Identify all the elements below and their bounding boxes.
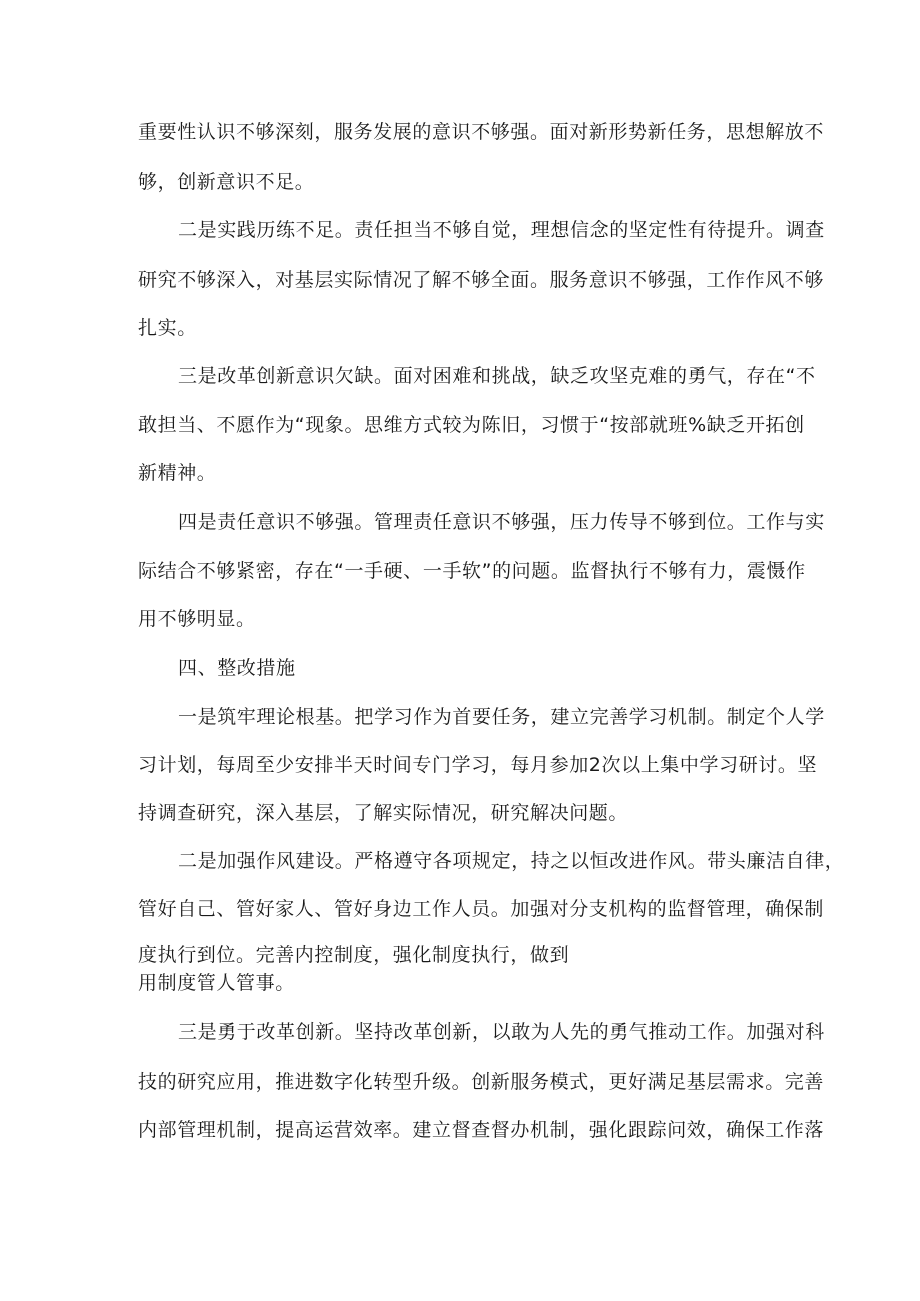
text-line: 技的研究应用，推进数字化转型升级。创新服务模式，更好满足基层需求。完善 — [138, 1071, 825, 1093]
text-line: 度执行到位。完善内控制度，强化制度执行，做到 — [138, 944, 570, 966]
text-line: 际结合不够紧密，存在“一手硬、一手软”的问题。监督执行不够有力，震慑作 — [138, 560, 806, 582]
paragraph-line: 四是责任意识不够强。管理责任意识不够强，压力传导不够到位。工作与实 — [178, 511, 825, 533]
text-line: 够，创新意识不足。 — [138, 171, 315, 193]
text-line: 研究不够深入，对基层实际情况了解不够全面。服务意识不够强，工作作风不够 — [138, 269, 825, 291]
text-line: 用制度管人管事。 — [138, 972, 295, 994]
paragraph-line: 三是勇于改革创新。坚持改革创新，以敢为人先的勇气推动工作。加强对科 — [178, 1021, 825, 1043]
paragraph-line: 二是加强作风建设。严格遵守各项规定，持之以恒改进作风。带头廉洁自律， — [178, 850, 845, 872]
paragraph-line: 二是实践历练不足。责任担当不够自觉，理想信念的坚定性有待提升。调查 — [178, 219, 825, 241]
paragraph-line: 三是改革创新意识欠缺。面对困难和挑战，缺乏攻坚克难的勇气，存在“不 — [178, 365, 816, 387]
section-heading: 四、整改措施 — [178, 657, 296, 679]
text-line: 习计划，每周至少安排半天时间专门学习，每月参加2次以上集中学习研讨。坚 — [138, 754, 818, 776]
text-line: 扎实。 — [138, 317, 197, 339]
text-line: 新精神。 — [138, 462, 217, 484]
paragraph-line: 一是筑牢理论根基。把学习作为首要任务，建立完善学习机制。制定个人学 — [178, 706, 825, 728]
text-line: 重要性认识不够深刻，服务发展的意识不够强。面对新形势新任务，思想解放不 — [138, 121, 825, 143]
text-line: 敢担当、不愿作为“现象。思维方式较为陈旧，习惯于“按部就班%缺乏开拓创 — [138, 414, 805, 436]
text-line: 持调查研究，深入基层，了解实际情况，研究解决问题。 — [138, 802, 629, 824]
text-line: 用不够明显。 — [138, 608, 256, 630]
text-line: 内部管理机制，提高运营效率。建立督查督办机制，强化跟踪问效，确保工作落 — [138, 1119, 825, 1141]
text-line: 管好自己、管好家人、管好身边工作人员。加强对分支机构的监督管理，确保制 — [138, 898, 825, 920]
